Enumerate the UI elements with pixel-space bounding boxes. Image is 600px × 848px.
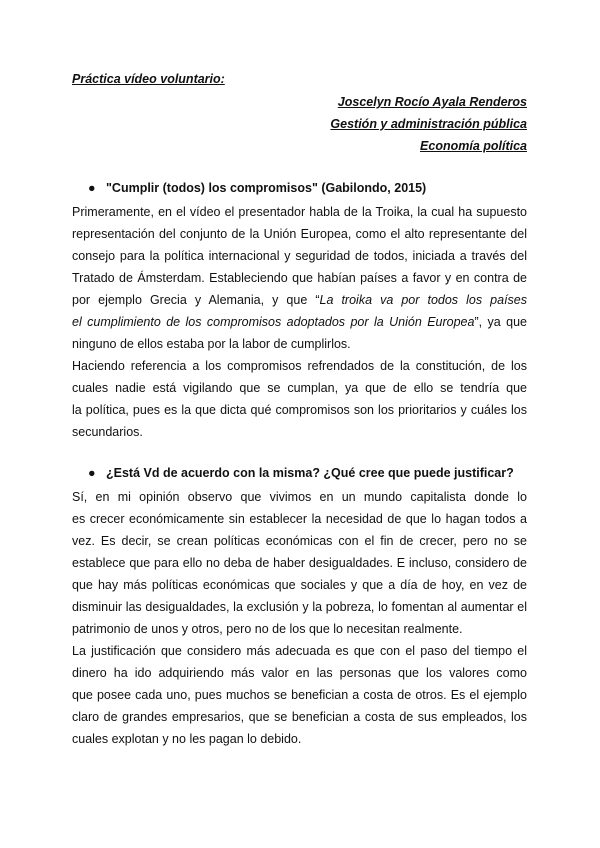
text-line: consejo para la política internacional y seguridad de todos, iniciada a través del	[72, 249, 527, 263]
text-line: Haciendo referencia a los compromisos refrendados de la constitución, de los	[72, 359, 527, 373]
text-line: representación del conjunto de la Unión Europea, como el alto representante del	[72, 227, 527, 241]
text-line: ninguno de ellos estaba por la labor de cumplirlos.	[72, 337, 351, 351]
text-line: cuales explotan y no les pagan lo debido.	[72, 732, 302, 746]
text-line: vez. Es decir, se crean políticas económicas con el fin de crecer, pero no se	[72, 534, 527, 548]
text-line: que hay más políticas económicas que sociales y que a día de hoy, en vez de	[72, 578, 527, 592]
course-name: Gestión y administración pública	[330, 117, 527, 131]
section2-paragraph-1	[72, 486, 527, 640]
bullet-icon: ●	[88, 181, 96, 195]
text-line: secundarios.	[72, 425, 143, 439]
section2-heading-text: ¿Está Vd de acuerdo con la misma? ¿Qué cree que puede justificar?	[106, 466, 514, 480]
text-line: La justificación que considero más adecuada es que con el paso del tiempo el	[72, 644, 527, 658]
section2-heading	[88, 466, 514, 480]
text-line: Sí, en mi opinión observo que vivimos en un mundo capitalista donde lo	[72, 490, 527, 504]
section1-heading-text: "Cumplir (todos) los compromisos" (Gabilondo, 2015)	[106, 181, 427, 195]
text-line: por ejemplo Grecia y Alemania, y que “La troika va por todos los países	[72, 289, 527, 311]
quote-text: el cumplimiento de los compromisos adoptados por la Unión Europea	[72, 315, 475, 329]
text-line: claro de grandes empresarios, que se benefician a costa de sus empleados, los	[72, 710, 527, 724]
text-line: el cumplimiento de los compromisos adoptados por la Unión Europea”, ya que	[72, 315, 527, 329]
section2-paragraph-2	[72, 640, 527, 750]
bullet-icon: ●	[88, 466, 96, 480]
section1-heading	[88, 181, 426, 195]
author-name: Joscelyn Rocío Ayala Renderos	[337, 95, 527, 109]
text-line: establece que para ello no deba de haber desigualdades. E incluso, considero de	[72, 556, 527, 570]
section1-paragraph-2	[72, 355, 527, 443]
text-line: cuales nadie está vigilando que se cumplan, ya que de ello se tendría que	[72, 381, 527, 395]
subject-name: Economía política	[420, 139, 527, 153]
text-line: que posee cada uno, pues muchos se benefician a costa de otros. Es el ejemplo	[72, 688, 527, 702]
document-title: Práctica vídeo voluntario:	[72, 72, 225, 86]
section1-paragraph-1	[72, 201, 527, 355]
quote-text: La troika va por todos los países	[319, 293, 527, 307]
text-line: patrimonio de unos y otros, pero no de los que lo necesitan realmente.	[72, 622, 463, 636]
text-line: Primeramente, en el vídeo el presentador habla de la Troika, la cual ha supuesto	[72, 205, 527, 219]
text-line: disminuir las desigualdades, la exclusión y la pobreza, lo fomentan al aumentar el	[72, 600, 527, 614]
text-line: la política, pues es la que dicta qué compromisos son los prioritarios y cuáles los	[72, 403, 527, 417]
text-line: es crecer económicamente sin establecer la necesidad de que lo hagan todos a	[72, 512, 527, 526]
text-line: Tratado de Ámsterdam. Estableciendo que habían países a favor y en contra de	[72, 271, 527, 285]
text-line: dinero ha ido adquiriendo más valor en las personas que los valores como	[72, 666, 527, 680]
